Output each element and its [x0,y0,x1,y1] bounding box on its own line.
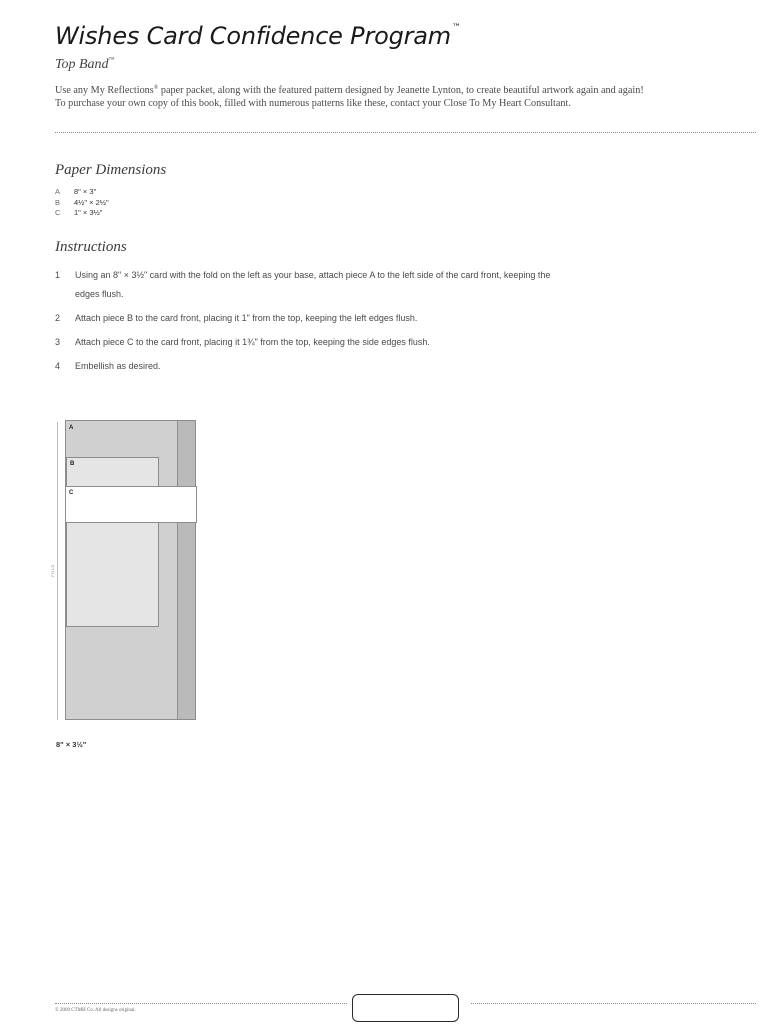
instruction-step [55,309,575,328]
footer-divider-left [55,1003,347,1004]
fold-line [57,422,58,720]
title-text: Wishes Card Confidence Program [55,22,451,50]
step-text: Embellish as desired. [75,360,161,371]
dimension-size: 4½" × 2½" [74,197,109,207]
instruction-step [55,357,575,376]
intro-line-1-end: paper packet, along with the featured pattern designed by Jeanette Lynton, to create beautiful artwork again and again! [158,85,644,96]
piece-c-label: C [69,490,74,496]
instructions-heading: Instructions [55,239,127,255]
step-number: 4 [55,360,61,371]
dimension-row [55,198,109,209]
instructions-list [55,266,575,381]
intro-line-2: To purchase your own copy of this book, filled with numerous patterns like these, contact your Close To My Heart Consultant. [55,98,571,109]
paper-dimensions-list [55,187,109,219]
card-layout-diagram [50,418,200,723]
intro-paragraph [55,82,755,110]
page-subtitle [55,57,114,73]
trademark-mark: ™ [452,23,461,33]
intro-line-1-start: Use any My Reflections [55,85,154,96]
step-text: Attach piece C to the card front, placing it 1¾" from the top, keeping the side edges flush. [75,336,430,347]
footer-divider-right [471,1003,756,1004]
piece-a-label: A [69,425,74,431]
instruction-step [55,266,575,303]
step-number: 3 [55,336,61,347]
section-divider [55,132,756,133]
page-title [55,22,461,50]
brand-logo [352,994,459,1022]
step-number: 1 [55,270,61,280]
dimension-row [55,187,109,198]
copyright-text: © 2009 CTMH Co. All designs original. [55,1008,136,1013]
paper-dimensions-heading: Paper Dimensions [55,162,167,178]
subtitle-text: Top Band [55,57,109,72]
step-text: Using an 8" × 3½" card with the fold on the left as your base, attach piece A to the left side of the card front, keeping the edges flush. [75,270,551,299]
fold-label: FOLD [49,564,55,577]
intro-line-1 [55,82,755,97]
card-size-label: 8" × 3½" [56,740,87,749]
dimension-row [55,208,109,219]
subtitle-trademark-mark: ™ [108,57,115,63]
registered-mark: ® [153,85,159,91]
piece-b [66,457,159,627]
dimension-size: 1" × 3½" [74,208,103,217]
card-base-strip [177,420,196,720]
step-text: Attach piece B to the card front, placing it 1" from the top, keeping the left edges flush. [75,312,418,323]
piece-b-label: B [70,461,75,467]
instruction-step [55,333,575,352]
step-number: 2 [55,312,61,323]
dimension-letter: B [55,197,61,207]
piece-c [65,486,197,523]
dimension-letter: C [55,208,61,217]
dimension-letter: A [55,187,61,196]
dimension-size: 8" × 3" [74,187,97,196]
